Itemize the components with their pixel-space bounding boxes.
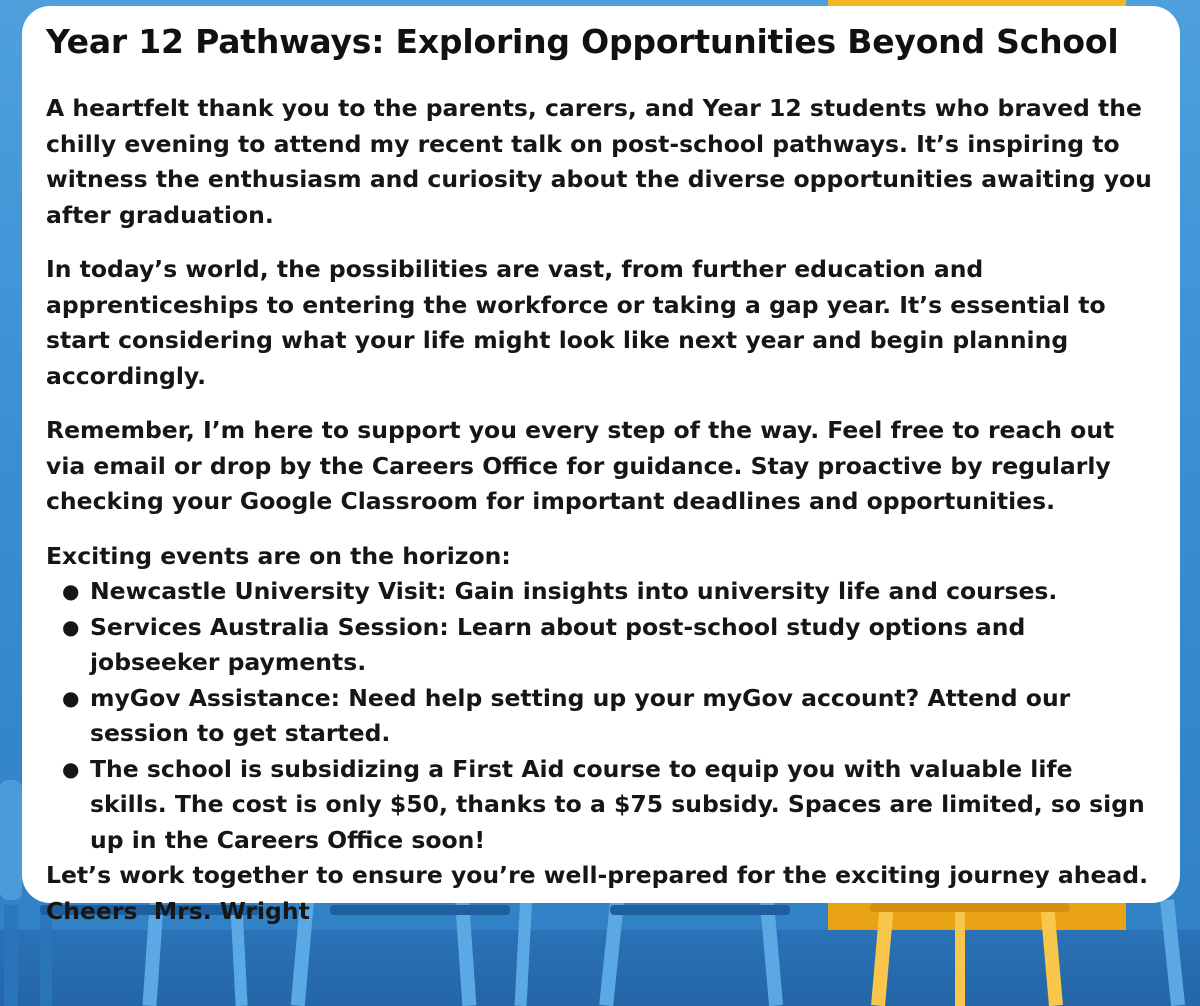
event-text: The school is subsidizing a First Aid course to equip you with valuable life skills. The cost is only $50, thanks to a $75 subsidy. Spaces are limited, so sign up in the Careers Office soon! [90, 754, 1145, 854]
support-paragraph: Remember, I’m here to support you every step of the way. Feel free to reach out via email or drop by the Careers Office for guidance. Stay proactive by regularly checking your Google Classroom for important deadlines and opportunities. [46, 416, 1115, 515]
event-text: myGov Assistance: Need help setting up your myGov account? Attend our session to get started. [90, 683, 1071, 747]
bullet-icon: ● [62, 685, 80, 710]
bullet-icon: ● [62, 756, 80, 781]
events-intro: Exciting events are on the horizon: [46, 541, 511, 570]
signoff: Cheers Mrs. Wright [46, 896, 310, 925]
page-title: Year 12 Pathways: Exploring Opportunities Beyond School [46, 22, 1119, 61]
bullet-icon: ● [62, 614, 80, 639]
list-item [62, 574, 1156, 610]
list-item [62, 610, 1156, 681]
list-item [62, 681, 1156, 752]
event-text: Services Australia Session: Learn about post-school study options and jobseeker payments. [90, 612, 1026, 676]
events-list [46, 574, 1156, 858]
possibilities-paragraph: In today’s world, the possibilities are vast, from further education and apprenticeships to entering the workforce or taking a gap year. It’s essential to start considering what your life might look like next year and begin planning accordingly. [46, 255, 1106, 390]
announcement-card [22, 6, 1180, 925]
event-text: Newcastle University Visit: Gain insights into university life and courses. [90, 577, 1058, 605]
list-item [62, 752, 1156, 859]
bullet-icon: ● [62, 579, 80, 603]
closing-line: Let’s work together to ensure you’re well-prepared for the exciting journey ahead. [46, 861, 1149, 889]
intro-paragraph: A heartfelt thank you to the parents, carers, and Year 12 students who braved the chilly evening to attend my recent talk on post-school pathways. It’s inspiring to witness the enthusiasm and curiosity about the diverse opportunities awaiting you after graduation. [46, 94, 1152, 229]
